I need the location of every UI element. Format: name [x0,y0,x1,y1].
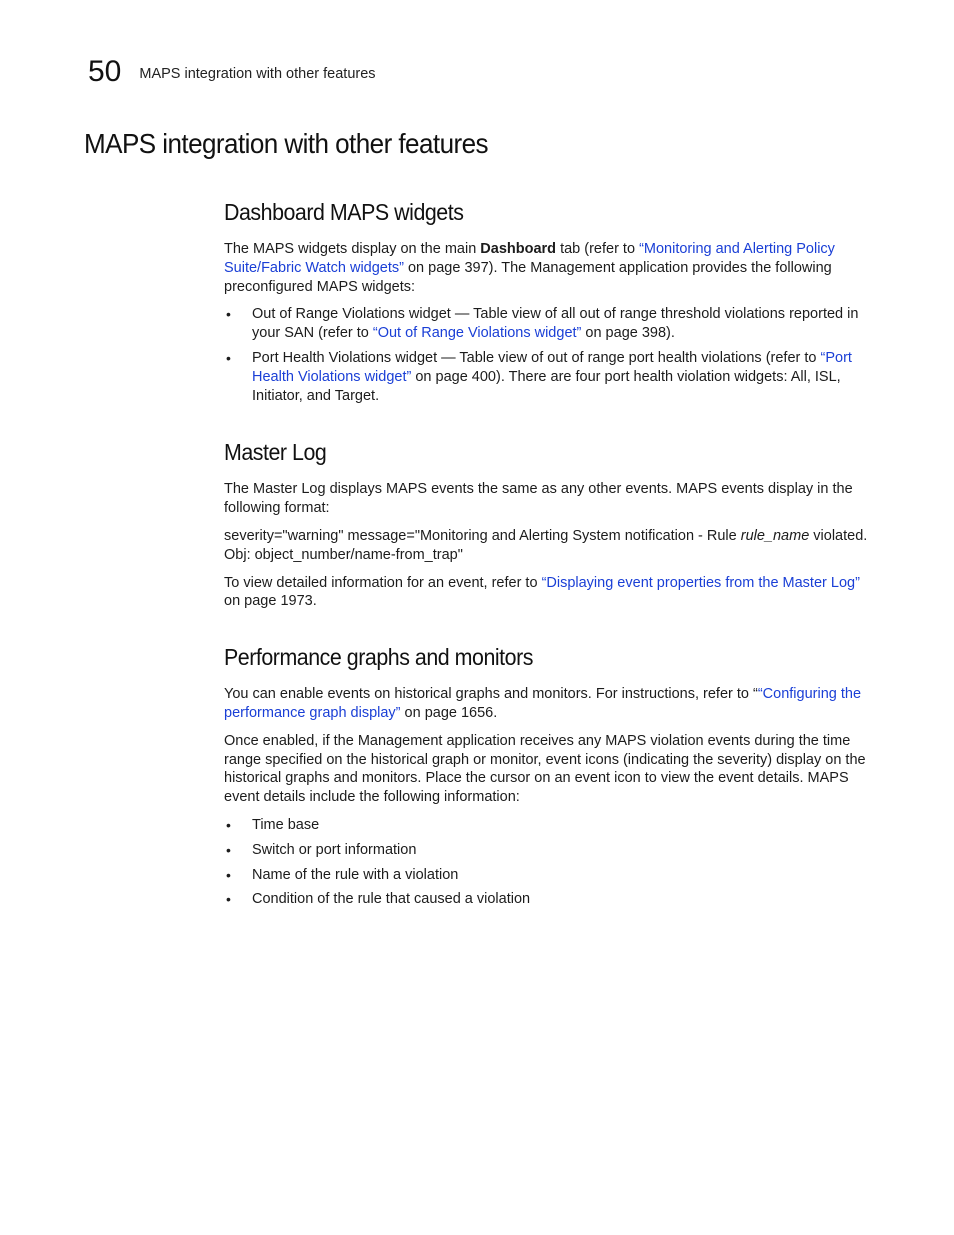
bullet-glyph: • [226,816,231,833]
rule-name-italic: rule_name [740,527,810,544]
master-log-reference-paragraph [224,574,870,612]
event-details-list [224,816,870,909]
bullet-glyph: • [226,349,231,366]
text-span: on page 1973. [224,593,317,610]
text-span: Port Health Violations widget — Table view of out of range port health violations (refer to [252,349,821,366]
list-item [224,866,870,885]
text-span: Switch or port information [252,841,417,858]
text-span: on page 397). The Management application provides the following preconfigured MAPS widgets: [224,259,832,295]
page-title: MAPS integration with other features [84,128,489,159]
text-span: tab (refer to [556,241,640,257]
performance-details-paragraph: Once enabled, if the Management application receives any MAPS violation events during the time range specified on the historical graph or monitor, event icons (indicating the severity) display on the historical graphs and monitors. Place the cursor on an event icon to view the event details. MAPS event details include the following information: [224,732,866,806]
link-displaying-event-properties[interactable]: “Displaying event properties from the Master Log” [541,574,860,591]
list-item [224,305,870,343]
chapter-number: 50 [88,55,122,88]
list-item [224,349,870,405]
text-span: on page 400). There are four port health violation widgets: All, ISL, Initiator, and Target. [252,368,841,404]
bullet-glyph: • [226,866,231,883]
text-span: You can enable events on historical graphs and monitors. For instructions, refer to “ [224,686,758,703]
list-item [224,816,870,835]
dashboard-intro-paragraph [224,240,870,296]
master-log-intro-paragraph: The Master Log displays MAPS events the same as any other events. MAPS events display in the following format: [224,481,853,517]
text-span: Name of the rule with a violation [252,866,459,883]
dashboard-widget-list [224,305,870,405]
performance-intro-paragraph [224,685,870,723]
link-monitoring-alerting-widgets[interactable]: “Monitoring and Alerting Policy Suite/Fabric Watch widgets” [224,241,835,276]
link-out-of-range-violations-widget[interactable]: “Out of Range Violations widget” [372,325,582,342]
heading-master-log: Master Log [224,439,327,466]
main-content [224,196,870,909]
running-title: MAPS integration with other features [139,66,376,82]
text-span: on page 1656. [400,704,498,721]
master-log-format-paragraph [224,527,870,565]
bullet-glyph: • [226,306,231,323]
text-span: The MAPS widgets display on the main [224,241,481,257]
link-port-health-violations-widget[interactable]: “Port Health Violations widget” [252,349,852,385]
text-span: To view detailed information for an event, refer to [224,574,542,591]
list-item [224,890,870,909]
heading-dashboard-maps-widgets: Dashboard MAPS widgets [224,199,464,225]
text-span: severity="warning" message="Monitoring and Alerting System notification - Rule [224,527,741,544]
bullet-glyph: • [226,841,231,858]
list-item [224,841,870,860]
dashboard-bold-term: Dashboard [480,241,557,257]
text-span: Time base [252,816,320,833]
page-header [88,52,376,92]
bullet-glyph: • [226,891,231,908]
text-span: Condition of the rule that caused a violation [252,891,531,908]
text-span: on page 398). [581,325,675,342]
text-span: Out of Range Violations widget — Table view of all out of range threshold violations reported in your SAN (refer to [252,306,859,342]
text-span: violated. Obj: object_number/name-from_trap" [224,527,868,563]
link-configuring-performance-graph[interactable]: “Configuring the performance graph display” [224,686,862,721]
heading-performance-graphs: Performance graphs and monitors [224,644,533,671]
